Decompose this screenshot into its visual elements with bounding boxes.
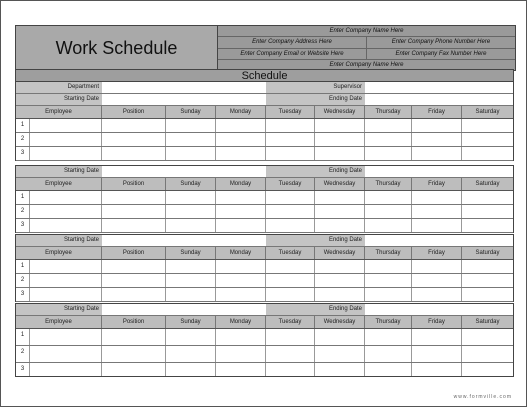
thursday-cell[interactable]	[365, 147, 412, 160]
column-header-row	[16, 178, 513, 191]
thursday-cell[interactable]	[365, 274, 412, 287]
col-thursday: Thursday	[365, 316, 412, 328]
employee-cell[interactable]	[30, 346, 102, 362]
row-number: 3	[16, 147, 30, 160]
table-row	[16, 147, 513, 161]
meta-row	[16, 82, 513, 94]
table-row	[16, 191, 513, 205]
employee-cell[interactable]	[30, 274, 102, 287]
col-employee: Employee	[16, 316, 102, 328]
col-employee: Employee	[16, 247, 102, 259]
employee-cell[interactable]	[30, 119, 102, 132]
sunday-cell[interactable]	[166, 274, 216, 287]
tuesday-cell[interactable]	[266, 119, 315, 132]
company-name-field-2[interactable]: Enter Company Name Here	[329, 61, 404, 68]
tuesday-cell[interactable]	[266, 346, 315, 362]
col-monday: Monday	[216, 316, 266, 328]
table-row	[16, 119, 513, 133]
position-cell[interactable]	[102, 147, 166, 160]
row-number: 3	[16, 219, 30, 232]
col-monday: Monday	[216, 106, 266, 118]
col-position: Position	[102, 106, 166, 118]
col-friday: Friday	[412, 316, 462, 328]
row-number: 2	[16, 346, 30, 362]
starting-date-field[interactable]	[102, 235, 266, 246]
monday-cell[interactable]	[216, 219, 266, 232]
wednesday-cell[interactable]	[315, 274, 365, 287]
tuesday-cell[interactable]	[266, 288, 315, 301]
position-cell[interactable]	[102, 274, 166, 287]
monday-cell[interactable]	[216, 205, 266, 218]
monday-cell[interactable]	[216, 119, 266, 132]
row-number: 1	[16, 260, 30, 273]
position-cell[interactable]	[102, 191, 166, 204]
ending-date-field[interactable]	[365, 166, 513, 177]
ending-date-field[interactable]	[365, 94, 513, 105]
sunday-cell[interactable]	[166, 205, 216, 218]
starting-date-label: Starting Date	[16, 94, 102, 105]
position-cell[interactable]	[102, 260, 166, 273]
employee-cell[interactable]	[30, 133, 102, 146]
saturday-cell[interactable]	[462, 219, 513, 232]
friday-cell[interactable]	[412, 191, 462, 204]
friday-cell[interactable]	[412, 363, 462, 376]
thursday-cell[interactable]	[365, 119, 412, 132]
col-wednesday: Wednesday	[315, 106, 365, 118]
employee-cell[interactable]	[30, 191, 102, 204]
monday-cell[interactable]	[216, 346, 266, 362]
col-position: Position	[102, 247, 166, 259]
meta-row	[16, 94, 513, 106]
tuesday-cell[interactable]	[266, 133, 315, 146]
friday-cell[interactable]	[412, 346, 462, 362]
tuesday-cell[interactable]	[266, 274, 315, 287]
schedule-section-4	[15, 303, 514, 377]
employee-cell[interactable]	[30, 219, 102, 232]
saturday-cell[interactable]	[462, 274, 513, 287]
ending-date-label: Ending Date	[266, 94, 365, 105]
column-header-row	[16, 247, 513, 260]
monday-cell[interactable]	[216, 274, 266, 287]
company-info	[218, 26, 515, 70]
position-cell[interactable]	[102, 346, 166, 362]
company-fax-field[interactable]: Enter Company Fax Number Here	[366, 49, 515, 59]
table-row	[16, 346, 513, 363]
thursday-cell[interactable]	[365, 329, 412, 345]
row-number: 3	[16, 363, 30, 376]
col-sunday: Sunday	[166, 316, 216, 328]
col-position: Position	[102, 178, 166, 190]
ending-date-label: Ending Date	[266, 235, 365, 246]
col-friday: Friday	[412, 247, 462, 259]
friday-cell[interactable]	[412, 274, 462, 287]
saturday-cell[interactable]	[462, 119, 513, 132]
wednesday-cell[interactable]	[315, 288, 365, 301]
company-name-field[interactable]: Enter Company Name Here	[329, 28, 404, 35]
employee-cell[interactable]	[30, 363, 102, 376]
wednesday-cell[interactable]	[315, 219, 365, 232]
meta-row	[16, 165, 513, 178]
wednesday-cell[interactable]	[315, 329, 365, 345]
sunday-cell[interactable]	[166, 346, 216, 362]
column-header-row	[16, 316, 513, 329]
schedule-band: Schedule	[15, 69, 514, 82]
tuesday-cell[interactable]	[266, 147, 315, 160]
ending-date-field[interactable]	[365, 235, 513, 246]
starting-date-field[interactable]	[102, 94, 266, 105]
tuesday-cell[interactable]	[266, 363, 315, 376]
monday-cell[interactable]	[216, 288, 266, 301]
row-number: 2	[16, 274, 30, 287]
tuesday-cell[interactable]	[266, 260, 315, 273]
saturday-cell[interactable]	[462, 147, 513, 160]
col-wednesday: Wednesday	[315, 247, 365, 259]
position-cell[interactable]	[102, 205, 166, 218]
table-row	[16, 133, 513, 147]
supervisor-label: Supervisor	[266, 82, 365, 93]
col-sunday: Sunday	[166, 247, 216, 259]
sunday-cell[interactable]	[166, 329, 216, 345]
position-cell[interactable]	[102, 133, 166, 146]
friday-cell[interactable]	[412, 147, 462, 160]
header	[15, 25, 516, 71]
col-employee: Employee	[16, 178, 102, 190]
row-number: 1	[16, 191, 30, 204]
wednesday-cell[interactable]	[315, 260, 365, 273]
employee-cell[interactable]	[30, 205, 102, 218]
schedule-section-3	[15, 234, 514, 302]
friday-cell[interactable]	[412, 205, 462, 218]
sunday-cell[interactable]	[166, 288, 216, 301]
sunday-cell[interactable]	[166, 363, 216, 376]
saturday-cell[interactable]	[462, 288, 513, 301]
table-row	[16, 274, 513, 288]
saturday-cell[interactable]	[462, 133, 513, 146]
wednesday-cell[interactable]	[315, 363, 365, 376]
wednesday-cell[interactable]	[315, 191, 365, 204]
thursday-cell[interactable]	[365, 288, 412, 301]
ending-date-field[interactable]	[365, 304, 513, 315]
employee-cell[interactable]	[30, 288, 102, 301]
monday-cell[interactable]	[216, 191, 266, 204]
col-saturday: Saturday	[475, 109, 500, 115]
tuesday-cell[interactable]	[266, 329, 315, 345]
table-row	[16, 329, 513, 346]
starting-date-label: Starting Date	[16, 166, 102, 177]
col-position: Position	[102, 316, 166, 328]
col-wednesday: Wednesday	[315, 178, 365, 190]
schedule-section-1	[15, 82, 514, 161]
col-employee: Employee	[16, 106, 102, 118]
thursday-cell[interactable]	[365, 363, 412, 376]
col-thursday: Thursday	[365, 106, 412, 118]
friday-cell[interactable]	[412, 288, 462, 301]
saturday-cell[interactable]	[462, 205, 513, 218]
col-friday: Friday	[412, 106, 462, 118]
tuesday-cell[interactable]	[266, 219, 315, 232]
col-sunday: Sunday	[166, 106, 216, 118]
monday-cell[interactable]	[216, 260, 266, 273]
company-phone-field[interactable]: Enter Company Phone Number Here	[366, 37, 515, 47]
thursday-cell[interactable]	[365, 219, 412, 232]
position-cell[interactable]	[102, 363, 166, 376]
meta-row	[16, 234, 513, 247]
sunday-cell[interactable]	[166, 119, 216, 132]
starting-date-field[interactable]	[102, 166, 266, 177]
thursday-cell[interactable]	[365, 346, 412, 362]
position-cell[interactable]	[102, 219, 166, 232]
friday-cell[interactable]	[412, 219, 462, 232]
starting-date-field[interactable]	[102, 304, 266, 315]
col-sunday: Sunday	[166, 178, 216, 190]
position-cell[interactable]	[102, 119, 166, 132]
friday-cell[interactable]	[412, 329, 462, 345]
position-cell[interactable]	[102, 288, 166, 301]
starting-date-label: Starting Date	[16, 304, 102, 315]
table-row	[16, 288, 513, 302]
friday-cell[interactable]	[412, 133, 462, 146]
col-tuesday: Tuesday	[266, 106, 315, 118]
col-saturday: Saturday	[475, 319, 500, 325]
position-cell[interactable]	[102, 329, 166, 345]
wednesday-cell[interactable]	[315, 346, 365, 362]
saturday-cell[interactable]	[462, 346, 513, 362]
row-number: 1	[16, 119, 30, 132]
sunday-cell[interactable]	[166, 147, 216, 160]
col-friday: Friday	[412, 178, 462, 190]
supervisor-field[interactable]	[365, 82, 513, 93]
col-wednesday: Wednesday	[315, 316, 365, 328]
page-title: Work Schedule	[16, 26, 218, 70]
tuesday-cell[interactable]	[266, 191, 315, 204]
thursday-cell[interactable]	[365, 205, 412, 218]
thursday-cell[interactable]	[365, 133, 412, 146]
sunday-cell[interactable]	[166, 191, 216, 204]
wednesday-cell[interactable]	[315, 147, 365, 160]
employee-cell[interactable]	[30, 329, 102, 345]
row-number: 2	[16, 133, 30, 146]
row-number: 1	[16, 329, 30, 345]
monday-cell[interactable]	[216, 329, 266, 345]
col-monday: Monday	[216, 178, 266, 190]
wednesday-cell[interactable]	[315, 133, 365, 146]
company-info-row	[218, 26, 515, 37]
saturday-cell[interactable]	[462, 191, 513, 204]
friday-cell[interactable]	[412, 260, 462, 273]
wednesday-cell[interactable]	[315, 119, 365, 132]
thursday-cell[interactable]	[365, 260, 412, 273]
monday-cell[interactable]	[216, 147, 266, 160]
employee-cell[interactable]	[30, 260, 102, 273]
footer-credit: www.formville.com	[453, 394, 512, 400]
sunday-cell[interactable]	[166, 260, 216, 273]
monday-cell[interactable]	[216, 363, 266, 376]
row-number: 2	[16, 205, 30, 218]
thursday-cell[interactable]	[365, 191, 412, 204]
column-header-row	[16, 106, 513, 119]
sunday-cell[interactable]	[166, 219, 216, 232]
wednesday-cell[interactable]	[315, 205, 365, 218]
col-tuesday: Tuesday	[266, 316, 315, 328]
schedule-section-2	[15, 165, 514, 233]
ending-date-label: Ending Date	[266, 166, 365, 177]
meta-row	[16, 303, 513, 316]
company-email-field[interactable]: Enter Company Email or Website Here	[240, 50, 344, 57]
col-saturday: Saturday	[475, 181, 500, 187]
ending-date-label: Ending Date	[266, 304, 365, 315]
saturday-cell[interactable]	[462, 363, 513, 376]
company-info-row	[218, 49, 515, 60]
department-field[interactable]	[102, 82, 266, 93]
employee-cell[interactable]	[30, 147, 102, 160]
col-thursday: Thursday	[365, 178, 412, 190]
saturday-cell[interactable]	[462, 260, 513, 273]
table-row	[16, 205, 513, 219]
col-tuesday: Tuesday	[266, 247, 315, 259]
company-info-row	[218, 37, 515, 48]
table-row	[16, 260, 513, 274]
monday-cell[interactable]	[216, 133, 266, 146]
table-row	[16, 219, 513, 233]
col-tuesday: Tuesday	[266, 178, 315, 190]
department-label: Department	[16, 82, 102, 93]
sunday-cell[interactable]	[166, 133, 216, 146]
col-monday: Monday	[216, 247, 266, 259]
row-number: 3	[16, 288, 30, 301]
tuesday-cell[interactable]	[266, 205, 315, 218]
saturday-cell[interactable]	[462, 329, 513, 345]
col-saturday: Saturday	[475, 250, 500, 256]
starting-date-label: Starting Date	[16, 235, 102, 246]
col-thursday: Thursday	[365, 247, 412, 259]
table-row	[16, 363, 513, 377]
company-address-field[interactable]: Enter Company Address Here	[252, 39, 332, 46]
friday-cell[interactable]	[412, 119, 462, 132]
